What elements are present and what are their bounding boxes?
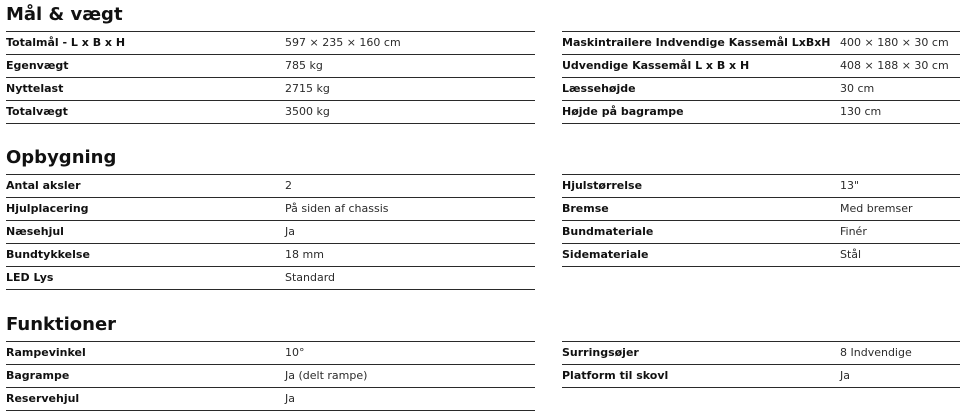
spec-column-right	[562, 31, 960, 124]
spec-label: Surringsøjer	[562, 346, 639, 359]
spec-row	[6, 78, 535, 101]
spec-row	[6, 198, 535, 221]
spec-label: Maskintrailere Indvendige Kassemål LxBxH	[562, 36, 831, 49]
spec-value: Finér	[840, 225, 867, 238]
spec-value: 597 × 235 × 160 cm	[285, 36, 401, 49]
spec-row	[6, 365, 535, 388]
spec-label: Næsehjul	[6, 225, 64, 238]
spec-value: 30 cm	[840, 82, 875, 95]
spec-label: Højde på bagrampe	[562, 105, 684, 118]
spec-value: Ja	[840, 369, 850, 382]
spec-value: 2	[285, 179, 292, 192]
spec-label: Hjulstørrelse	[562, 179, 643, 192]
spec-value: Ja	[285, 225, 295, 238]
spec-label: Bundmateriale	[562, 225, 654, 238]
spec-label: Egenvægt	[6, 59, 69, 72]
spec-label: Bagrampe	[6, 369, 70, 382]
spec-row	[6, 244, 535, 267]
spec-value: 3500 kg	[285, 105, 330, 118]
spec-row	[562, 221, 960, 244]
spec-row	[562, 244, 960, 267]
spec-value: Med bremser	[840, 202, 913, 215]
spec-value: Stål	[840, 248, 862, 261]
spec-value: Ja	[285, 392, 295, 405]
spec-value: 8 Indvendige	[840, 346, 912, 359]
spec-label: Reservehjul	[6, 392, 80, 405]
spec-row	[562, 198, 960, 221]
spec-label: Rampevinkel	[6, 346, 86, 359]
spec-row	[562, 55, 960, 78]
spec-row	[6, 101, 535, 124]
section-title: Opbygning	[6, 147, 117, 168]
spec-column-left	[6, 31, 535, 124]
spec-label: Sidemateriale	[562, 248, 649, 261]
spec-row	[6, 388, 535, 411]
spec-value: 2715 kg	[285, 82, 330, 95]
spec-label: Bremse	[562, 202, 609, 215]
spec-value: 10°	[285, 346, 305, 359]
spec-label: Totalmål - L x B x H	[6, 36, 126, 49]
section-title: Mål & vægt	[6, 4, 123, 25]
spec-label: LED Lys	[6, 271, 54, 284]
spec-row	[6, 55, 535, 78]
spec-value: 13"	[840, 179, 860, 192]
spec-label: Totalvægt	[6, 105, 68, 118]
spec-column-right	[562, 174, 960, 267]
spec-column-left	[6, 341, 535, 411]
spec-column-right	[562, 341, 960, 388]
spec-row	[6, 175, 535, 198]
spec-row	[6, 267, 535, 290]
spec-row	[6, 32, 535, 55]
spec-value: 785 kg	[285, 59, 323, 72]
spec-label: Platform til skovl	[562, 369, 669, 382]
spec-value: 400 × 180 × 30 cm	[840, 36, 949, 49]
spec-row	[6, 221, 535, 244]
spec-row	[562, 101, 960, 124]
spec-row	[562, 175, 960, 198]
spec-label: Nyttelast	[6, 82, 64, 95]
spec-value: Ja (delt rampe)	[285, 369, 368, 382]
spec-value: 130 cm	[840, 105, 882, 118]
spec-value: 18 mm	[285, 248, 324, 261]
spec-value: 408 × 188 × 30 cm	[840, 59, 949, 72]
spec-row	[562, 78, 960, 101]
spec-row	[6, 342, 535, 365]
spec-column-left	[6, 174, 535, 290]
spec-label: Antal aksler	[6, 179, 81, 192]
spec-value: Standard	[285, 271, 336, 284]
spec-label: Læssehøjde	[562, 82, 636, 95]
spec-label: Hjulplacering	[6, 202, 89, 215]
spec-label: Udvendige Kassemål L x B x H	[562, 59, 750, 72]
section-title: Funktioner	[6, 314, 117, 335]
spec-row	[562, 342, 960, 365]
spec-row	[562, 32, 960, 55]
spec-row	[562, 365, 960, 388]
spec-value: På siden af chassis	[285, 202, 389, 215]
spec-label: Bundtykkelse	[6, 248, 90, 261]
